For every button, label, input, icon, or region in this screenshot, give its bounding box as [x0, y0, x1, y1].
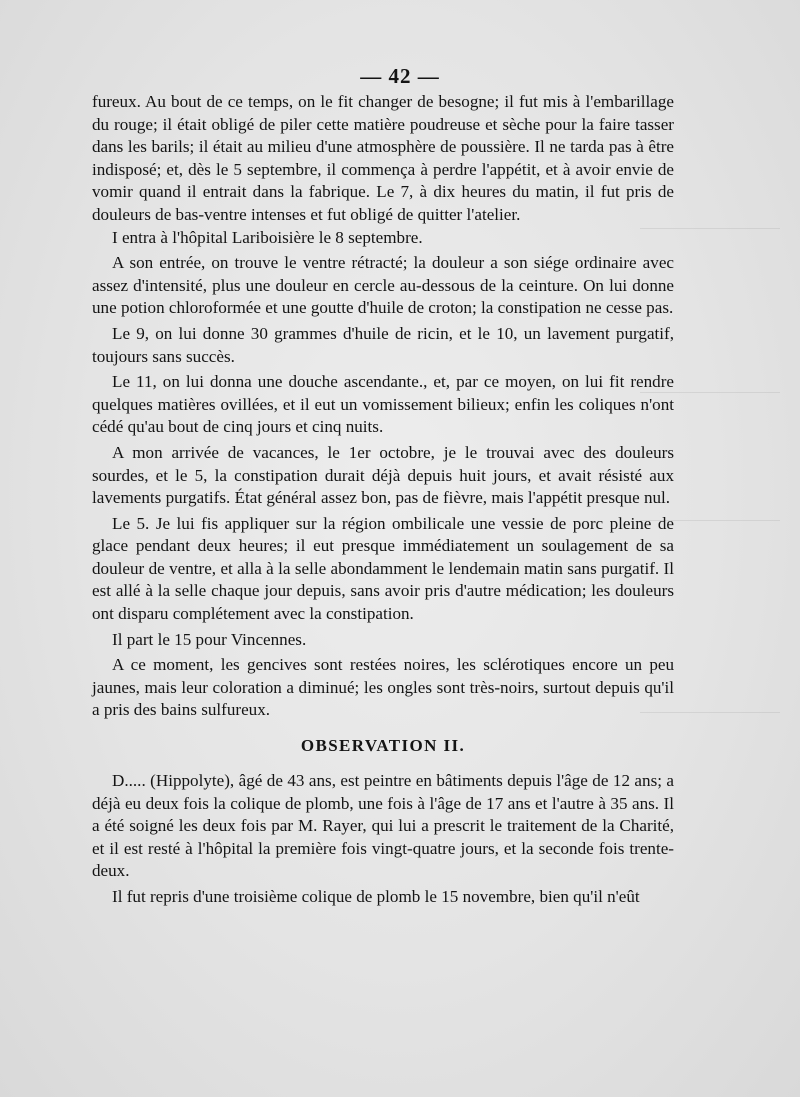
body-text	[92, 91, 674, 909]
paragraph: Le 11, on lui donna une douche ascendante., et, par ce moyen, on lui fit rendre quelques matières ovillées, et il eut un vomissement bilieux; enfin les coliques n'ont cédé qu'au bout de cinq jours et cinq nuits.	[92, 372, 674, 437]
section-title: OBSERVATION II.	[300, 736, 466, 756]
paragraph: Il part le 15 pour Vincennes.	[112, 629, 307, 649]
paragraph: A mon arrivée de vacances, le 1er octobre, je le trouvai avec des douleurs sourdes, et le 5, la constipation durait déjà depuis huit jours, et avait résisté aux lavements purgatifs. État général assez bon, pas de fièvre, mais l'appétit presque nul.	[92, 442, 674, 508]
paragraph: Il fut repris d'une troisième colique de plomb le 15 novembre, bien qu'il n'eût	[112, 887, 640, 906]
paragraph: A ce moment, les gencives sont restées noires, les sclérotiques encore un peu jaunes, mais leur coloration a diminué; les ongles sont très-noirs, surtout depuis qu'il a pris des bains sulfureux.	[92, 655, 674, 720]
paragraph: I entra à l'hôpital Lariboisière le 8 septembre.	[112, 227, 423, 247]
paragraph: Le 9, on lui donne 30 grammes d'huile de ricin, et le 10, un lavement purgatif, toujours sans succès.	[92, 323, 674, 366]
paragraph: D..... (Hippolyte), âgé de 43 ans, est peintre en bâtiments depuis l'âge de 12 ans; a déjà eu deux fois la colique de plomb, une fois à l'âge de 17 ans et l'autre à 35 ans. Il a été soigné les deux fois par M. Rayer, qui lui a prescrit le traitement de la Charité, et il est resté à l'hôpital la première fois vingt-quatre jours, et la seconde fois trente-deux.	[92, 771, 674, 881]
paragraph: fureux. Au bout de ce temps, on le fit changer de besogne; il fut mis à l'embarillage du rouge; il était obligé de piler cette matière poudreuse et sèche pour la faire tasser dans les barils; il était au milieu d'une atmosphère de poussière. Il ne tarda pas à être indisposé; et, dès le 5 septembre, il commença à perdre l'appétit, et à avoir envie de vomir quand il entrait dans la fabrique. Le 7, à dix heures du matin, il fut pris de douleurs de bas-ventre intenses et fut obligé de quitter l'atelier.	[92, 92, 674, 224]
page-number: — 42 —	[360, 64, 440, 88]
paragraph: A son entrée, on trouve le ventre rétracté; la douleur a son siége ordinaire avec assez d'intensité, plus une douleur en cercle au-dessous de la ceinture. On lui donne une potion chloroformée et une goutte d'huile de croton; la constipation ne cesse pas.	[92, 253, 674, 318]
paragraph: Le 5. Je lui fis appliquer sur la région ombilicale une vessie de porc pleine de glace pendant deux heures; il eut presque immédiatement un soulagement de sa douleur de ventre, et alla à la selle abondamment le lendemain matin sans purgatif. Il est allé à la selle chaque jour depuis, sans avoir pris d'autre médication; les douleurs ont disparu complétement avec la constipation.	[92, 513, 674, 624]
